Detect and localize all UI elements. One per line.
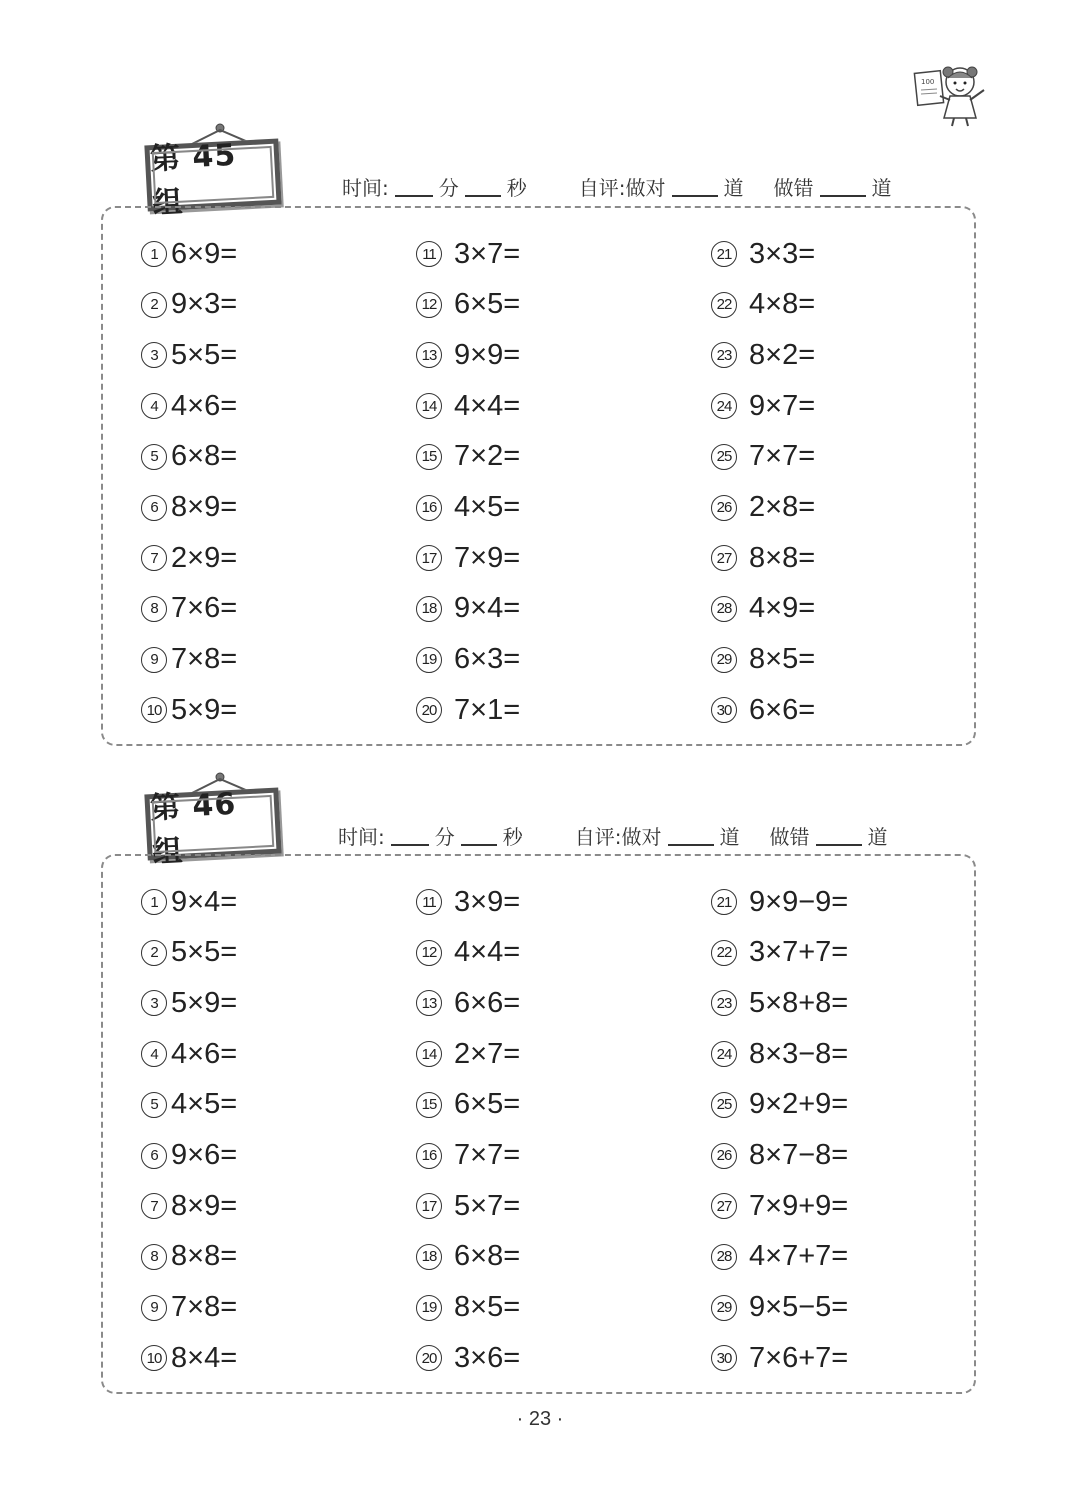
wrong-unit: 道	[867, 825, 888, 849]
problem-item	[141, 1085, 237, 1125]
problem-number-badge: 13	[416, 990, 442, 1016]
problem-number-badge: 15	[416, 444, 442, 470]
problem-number-badge: 9	[141, 647, 167, 673]
wrong-label: 做错	[769, 825, 810, 849]
problem-item	[711, 933, 848, 973]
problem-item	[141, 933, 237, 973]
problem-number-badge: 5	[141, 444, 167, 470]
problem-expression: 5×7=	[454, 1189, 521, 1222]
problem-expression: 7×6=	[171, 592, 238, 625]
problem-item	[416, 437, 520, 477]
problem-item	[416, 1338, 520, 1378]
problem-item	[416, 1288, 520, 1328]
problem-item	[416, 335, 520, 375]
problem-item	[416, 690, 520, 730]
problem-item	[141, 488, 237, 528]
problem-item	[416, 285, 520, 325]
problem-item	[141, 437, 237, 477]
problem-expression: 9×4=	[454, 592, 521, 625]
problem-number-badge: 8	[141, 1244, 167, 1270]
problem-number-badge: 19	[416, 1295, 442, 1321]
problem-expression: 9×7=	[749, 389, 816, 422]
problem-item	[711, 1186, 848, 1226]
problem-number-badge: 26	[711, 1143, 737, 1169]
problem-expression: 4×5=	[454, 491, 521, 523]
problem-item	[141, 882, 237, 922]
problem-box	[101, 854, 976, 1394]
problem-item	[141, 335, 237, 375]
problem-expression: 6×5=	[454, 288, 521, 321]
problem-number-badge: 23	[711, 342, 737, 368]
problem-expression: 7×7=	[749, 440, 816, 473]
problem-item	[416, 589, 520, 629]
problem-item	[141, 589, 237, 629]
problem-expression: 3×7+7=	[749, 936, 849, 969]
problem-expression: 8×5=	[454, 1291, 521, 1324]
problem-number-badge: 24	[711, 1041, 737, 1067]
problem-item	[711, 285, 815, 325]
problem-expression: 4×4=	[454, 936, 521, 969]
minute-label: 分	[434, 825, 455, 849]
problem-expression: 8×7−8=	[749, 1139, 849, 1171]
problem-expression: 5×5=	[171, 936, 238, 969]
problem-number-badge: 2	[141, 940, 167, 966]
problem-expression: 3×3=	[749, 237, 816, 270]
problem-number-badge: 5	[141, 1092, 167, 1118]
problem-number-badge: 7	[141, 1193, 167, 1219]
seconds-blank[interactable]	[461, 826, 497, 846]
problem-item	[141, 690, 237, 730]
problem-expression: 7×6+7=	[749, 1341, 849, 1374]
problem-number-badge: 1	[141, 889, 167, 915]
problem-number-badge: 29	[711, 647, 737, 673]
problem-number-badge: 16	[416, 1143, 442, 1169]
problem-item	[141, 234, 237, 274]
problem-item	[711, 983, 848, 1023]
problem-number-badge: 10	[141, 1345, 167, 1371]
problem-expression: 8×5=	[749, 643, 816, 676]
problem-expression: 3×9=	[454, 885, 521, 918]
problem-number-badge: 18	[416, 596, 442, 622]
seconds-blank[interactable]	[465, 177, 501, 197]
correct-unit: 道	[723, 176, 744, 200]
problem-expression: 2×7=	[454, 1037, 521, 1070]
problem-number-badge: 4	[141, 393, 167, 419]
problem-number-badge: 25	[711, 1092, 737, 1118]
problem-number-badge: 21	[711, 889, 737, 915]
problem-item	[711, 1237, 848, 1277]
problem-expression: 4×6=	[171, 389, 238, 422]
problem-expression: 6×6=	[454, 986, 521, 1019]
problem-item	[141, 983, 237, 1023]
problem-item	[141, 1034, 237, 1074]
problem-number-badge: 28	[711, 596, 737, 622]
correct-label: 自评:做对	[574, 825, 662, 849]
girl-mascot-illustration	[912, 58, 992, 128]
problem-expression: 4×9=	[749, 592, 816, 625]
problem-expression: 4×6=	[171, 1037, 238, 1070]
correct-label: 自评:做对	[578, 176, 666, 200]
problem-item	[711, 690, 815, 730]
section-title: 第 45 组	[149, 137, 238, 222]
problem-expression: 3×7=	[454, 237, 521, 270]
second-label: 秒	[506, 176, 527, 200]
problem-item	[416, 1034, 520, 1074]
problem-number-badge: 27	[711, 1193, 737, 1219]
problem-number-badge: 30	[711, 697, 737, 723]
problem-expression: 3×6=	[454, 1341, 521, 1374]
problem-item	[141, 1186, 237, 1226]
problem-item	[711, 640, 815, 680]
problem-expression: 9×6=	[171, 1139, 238, 1171]
problem-number-badge: 20	[416, 1345, 442, 1371]
problem-item	[711, 335, 815, 375]
problem-expression: 7×9=	[454, 541, 521, 574]
problem-item	[416, 1186, 520, 1226]
problem-item	[416, 234, 520, 274]
problem-expression: 8×3−8=	[749, 1037, 849, 1070]
time-label: 时间:	[338, 825, 385, 849]
problem-number-badge: 12	[416, 940, 442, 966]
problem-item	[711, 437, 815, 477]
problem-expression: 2×9=	[171, 541, 238, 574]
minutes-blank[interactable]	[395, 177, 433, 197]
problem-number-badge: 17	[416, 1193, 442, 1219]
problem-expression: 9×3=	[171, 288, 238, 321]
problem-expression: 4×4=	[454, 389, 521, 422]
problem-number-badge: 30	[711, 1345, 737, 1371]
problem-number-badge: 1	[141, 241, 167, 267]
problem-number-badge: 13	[416, 342, 442, 368]
problem-item	[141, 1136, 237, 1176]
problem-item	[711, 386, 815, 426]
problem-expression: 4×8=	[749, 288, 816, 321]
problem-number-badge: 26	[711, 495, 737, 521]
second-label: 秒	[502, 825, 523, 849]
problem-number-badge: 3	[141, 990, 167, 1016]
self-evaluation-header	[342, 172, 892, 201]
title-frame-board	[144, 786, 281, 871]
problem-item	[416, 488, 520, 528]
problem-item	[141, 640, 237, 680]
problem-item	[416, 538, 520, 578]
problem-item	[141, 1338, 237, 1378]
problem-item	[711, 1338, 848, 1378]
problem-number-badge: 3	[141, 342, 167, 368]
problem-number-badge: 10	[141, 697, 167, 723]
problem-number-badge: 29	[711, 1295, 737, 1321]
section-title: 第 46 组	[149, 786, 238, 871]
problem-item	[711, 1085, 848, 1125]
problem-expression: 8×4=	[171, 1341, 238, 1374]
problem-expression: 7×2=	[454, 440, 521, 473]
problem-number-badge: 2	[141, 292, 167, 318]
problem-expression: 4×5=	[171, 1088, 238, 1121]
problem-number-badge: 25	[711, 444, 737, 470]
problem-item	[416, 640, 520, 680]
correct-unit: 道	[719, 825, 740, 849]
problem-expression: 5×9=	[171, 693, 238, 726]
problem-expression: 2×8=	[749, 491, 816, 523]
problem-number-badge: 15	[416, 1092, 442, 1118]
problem-item	[416, 1136, 520, 1176]
problem-number-badge: 8	[141, 596, 167, 622]
self-evaluation-header	[338, 821, 888, 850]
problem-number-badge: 12	[416, 292, 442, 318]
problem-number-badge: 22	[711, 292, 737, 318]
problem-number-badge: 22	[711, 940, 737, 966]
problem-number-badge: 6	[141, 495, 167, 521]
problem-expression: 9×9=	[454, 338, 521, 371]
problem-expression: 5×8+8=	[749, 986, 849, 1019]
problem-number-badge: 19	[416, 647, 442, 673]
problem-expression: 8×9=	[171, 1189, 238, 1222]
problem-item	[141, 538, 237, 578]
problem-expression: 9×4=	[171, 885, 238, 918]
problem-expression: 7×8=	[171, 1291, 238, 1324]
problem-expression: 6×8=	[171, 440, 238, 473]
problem-number-badge: 7	[141, 545, 167, 571]
problem-expression: 8×8=	[171, 1240, 238, 1273]
problem-expression: 6×5=	[454, 1088, 521, 1121]
problem-expression: 6×9=	[171, 237, 238, 270]
problem-expression: 8×9=	[171, 491, 238, 523]
problem-number-badge: 9	[141, 1295, 167, 1321]
problem-expression: 6×6=	[749, 693, 816, 726]
problem-number-badge: 21	[711, 241, 737, 267]
problem-item	[416, 983, 520, 1023]
problem-number-badge: 14	[416, 1041, 442, 1067]
problem-expression: 7×7=	[454, 1139, 521, 1171]
problem-number-badge: 6	[141, 1143, 167, 1169]
problem-item	[711, 1034, 848, 1074]
problem-number-badge: 17	[416, 545, 442, 571]
problem-number-badge: 27	[711, 545, 737, 571]
problem-expression: 6×8=	[454, 1240, 521, 1273]
problem-expression: 4×7+7=	[749, 1240, 849, 1273]
problem-expression: 8×8=	[749, 541, 816, 574]
problem-box	[101, 206, 976, 746]
problem-number-badge: 11	[416, 241, 442, 267]
problem-expression: 7×9+9=	[749, 1189, 849, 1222]
problem-item	[711, 538, 815, 578]
problem-item	[141, 285, 237, 325]
problem-number-badge: 18	[416, 1244, 442, 1270]
problem-item	[141, 1288, 237, 1328]
problem-item	[711, 1288, 848, 1328]
problem-item	[141, 1237, 237, 1277]
title-frame-board	[144, 137, 281, 222]
problem-expression: 6×3=	[454, 643, 521, 676]
correct-count-blank[interactable]	[672, 177, 718, 197]
page-number: · 23 ·	[516, 1408, 564, 1430]
correct-count-blank[interactable]	[668, 826, 714, 846]
problem-expression: 5×5=	[171, 338, 238, 371]
wrong-count-blank[interactable]	[820, 177, 866, 197]
problem-number-badge: 4	[141, 1041, 167, 1067]
minute-label: 分	[438, 176, 459, 200]
problem-number-badge: 23	[711, 990, 737, 1016]
problem-expression: 8×2=	[749, 338, 816, 371]
problem-number-badge: 11	[416, 889, 442, 915]
problem-item	[711, 1136, 848, 1176]
problem-expression: 5×9=	[171, 986, 238, 1019]
problem-item	[711, 882, 848, 922]
problem-number-badge: 24	[711, 393, 737, 419]
problem-item	[416, 1237, 520, 1277]
problem-item	[711, 589, 815, 629]
problem-item	[416, 386, 520, 426]
svg-text:100: 100	[921, 78, 935, 86]
problem-expression: 7×1=	[454, 693, 521, 726]
minutes-blank[interactable]	[391, 826, 429, 846]
problem-number-badge: 16	[416, 495, 442, 521]
wrong-unit: 道	[871, 176, 892, 200]
wrong-count-blank[interactable]	[816, 826, 862, 846]
problem-item	[711, 488, 815, 528]
problem-expression: 9×9−9=	[749, 885, 849, 918]
problem-item	[711, 234, 815, 274]
time-label: 时间:	[342, 176, 389, 200]
problem-item	[416, 933, 520, 973]
problem-expression: 7×8=	[171, 643, 238, 676]
problem-number-badge: 14	[416, 393, 442, 419]
problem-expression: 9×2+9=	[749, 1088, 849, 1121]
problem-item	[416, 1085, 520, 1125]
problem-expression: 9×5−5=	[749, 1291, 849, 1324]
problem-item	[141, 386, 237, 426]
problem-number-badge: 20	[416, 697, 442, 723]
problem-item	[416, 882, 520, 922]
problem-number-badge: 28	[711, 1244, 737, 1270]
wrong-label: 做错	[773, 176, 814, 200]
